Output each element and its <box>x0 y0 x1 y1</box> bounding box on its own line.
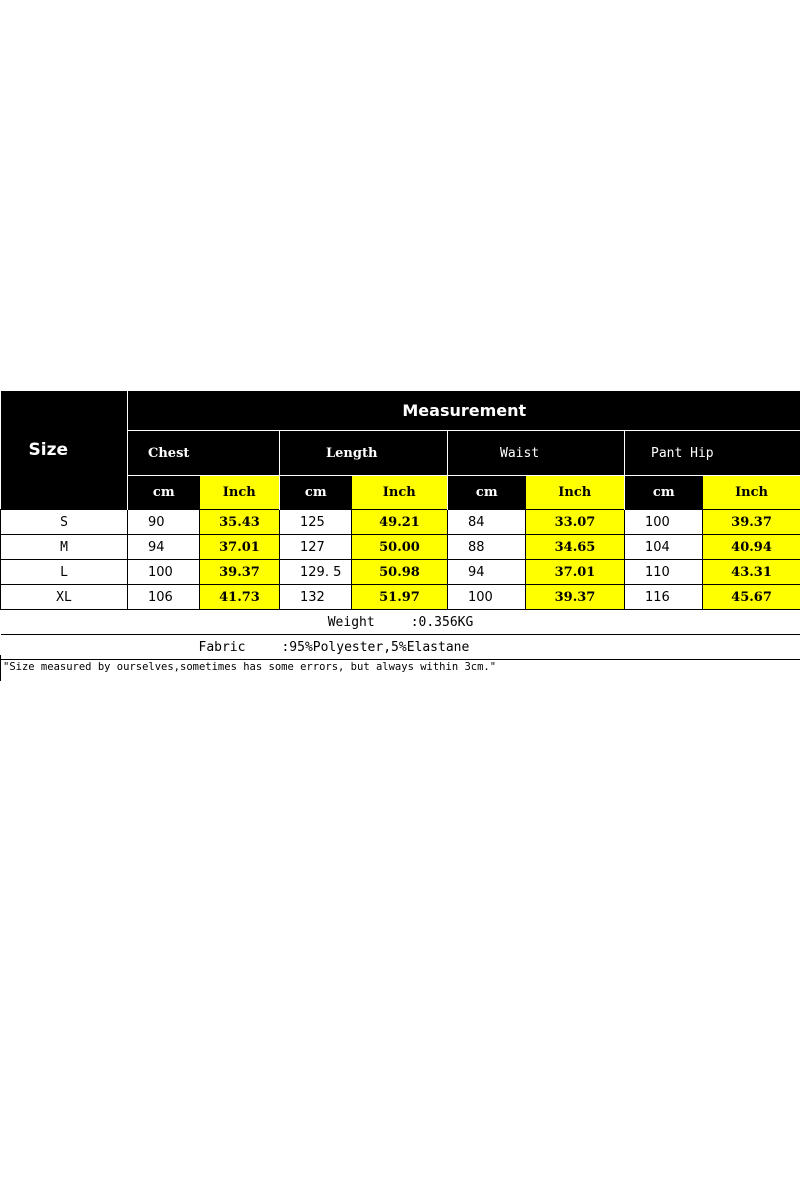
table-row <box>1 535 800 560</box>
measurement-header: Measurement <box>128 391 800 431</box>
hip-inch-cell: 39.37 <box>703 510 800 535</box>
unit-inch-header: Inch <box>703 476 800 510</box>
waist-inch-cell: 33.07 <box>526 510 625 535</box>
chest-inch-cell: 37.01 <box>200 535 280 560</box>
chest-inch-cell: 39.37 <box>200 560 280 585</box>
hip-inch-cell: 43.31 <box>703 560 800 585</box>
chest-cm-cell: 106 <box>128 585 200 610</box>
waist-cm-cell: 88 <box>448 535 526 560</box>
waist-inch-cell: 39.37 <box>526 585 625 610</box>
fabric-label: Fabric <box>198 639 246 655</box>
table-row <box>1 560 800 585</box>
pant-hip-header: Pant Hip <box>625 431 800 476</box>
waist-cm-cell: 100 <box>448 585 526 610</box>
waist-inch-cell: 37.01 <box>526 560 625 585</box>
weight-value: :0.356KG <box>410 614 474 630</box>
size-chart <box>0 391 800 660</box>
hip-inch-cell: 45.67 <box>703 585 800 610</box>
table-row <box>1 585 800 610</box>
length-inch-cell: 50.98 <box>352 560 448 585</box>
size-header: Size <box>1 391 128 510</box>
unit-inch-header: Inch <box>200 476 280 510</box>
weight-row <box>1 610 800 635</box>
fabric-cell <box>1 635 800 660</box>
unit-cm-header: cm <box>128 476 200 510</box>
size-table <box>0 391 800 660</box>
waist-header: Waist <box>448 431 625 476</box>
chest-inch-cell: 41.73 <box>200 585 280 610</box>
length-header: Length <box>280 431 448 476</box>
waist-cm-cell: 94 <box>448 560 526 585</box>
length-cm-cell: 129. 5 <box>280 560 352 585</box>
length-cm-cell: 132 <box>280 585 352 610</box>
unit-cm-header: cm <box>625 476 703 510</box>
table-row <box>1 510 800 535</box>
divider <box>0 655 1 681</box>
weight-label: Weight <box>327 614 375 630</box>
waist-cm-cell: 84 <box>448 510 526 535</box>
chest-cm-cell: 90 <box>128 510 200 535</box>
length-inch-cell: 50.00 <box>352 535 448 560</box>
unit-cm-header: cm <box>280 476 352 510</box>
length-cm-cell: 127 <box>280 535 352 560</box>
chest-inch-cell: 35.43 <box>200 510 280 535</box>
hip-cm-cell: 110 <box>625 560 703 585</box>
length-inch-cell: 51.97 <box>352 585 448 610</box>
length-inch-cell: 49.21 <box>352 510 448 535</box>
chest-header: Chest <box>128 431 280 476</box>
size-cell: XL <box>1 585 128 610</box>
waist-inch-cell: 34.65 <box>526 535 625 560</box>
chest-cm-cell: 100 <box>128 560 200 585</box>
size-cell: M <box>1 535 128 560</box>
unit-inch-header: Inch <box>352 476 448 510</box>
fabric-row <box>1 635 800 660</box>
chest-cm-cell: 94 <box>128 535 200 560</box>
size-cell: L <box>1 560 128 585</box>
size-cell: S <box>1 510 128 535</box>
hip-cm-cell: 100 <box>625 510 703 535</box>
unit-inch-header: Inch <box>526 476 625 510</box>
hip-cm-cell: 104 <box>625 535 703 560</box>
fabric-value: :95%Polyester,5%Elastane <box>281 639 470 655</box>
length-cm-cell: 125 <box>280 510 352 535</box>
weight-cell <box>1 610 800 635</box>
hip-cm-cell: 116 <box>625 585 703 610</box>
measurement-note: "Size measured by ourselves,sometimes has some errors, but always within 3cm." <box>3 661 497 673</box>
unit-cm-header: cm <box>448 476 526 510</box>
hip-inch-cell: 40.94 <box>703 535 800 560</box>
